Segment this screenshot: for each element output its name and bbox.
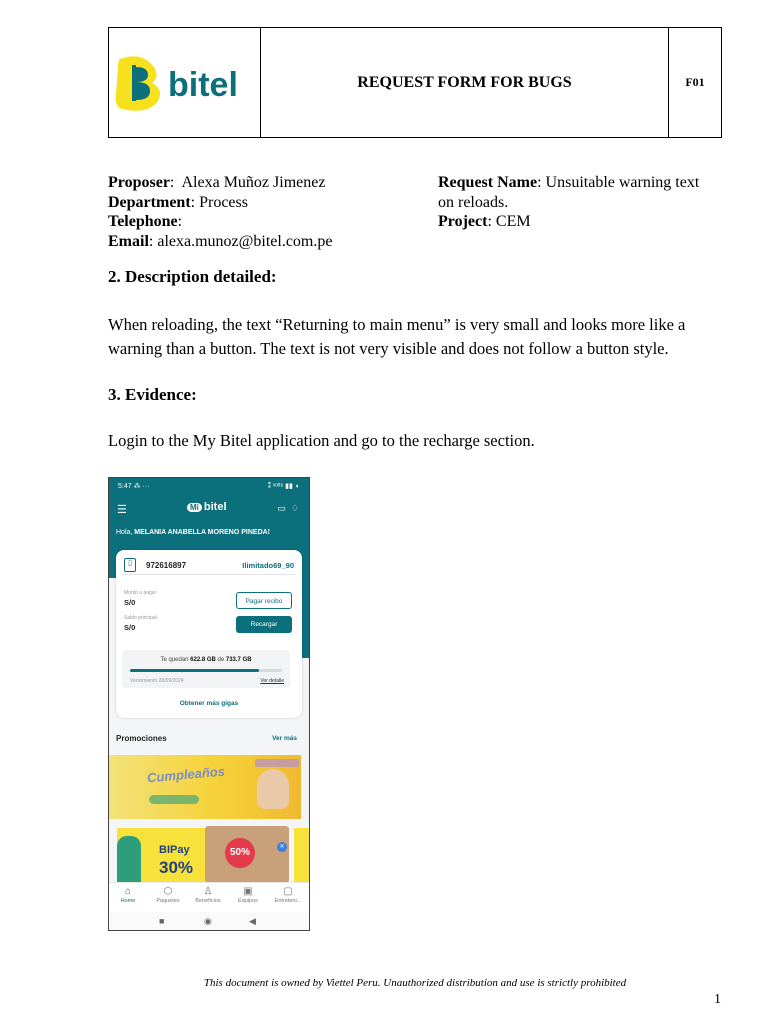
- promo-banner-birthday[interactable]: [109, 755, 301, 819]
- banner-tag-shape: [255, 759, 299, 767]
- bottom-nav: [109, 882, 309, 913]
- telephone-label: Telephone: [108, 213, 178, 230]
- chat-icon[interactable]: ▭: [277, 503, 286, 513]
- email-value: alexa.munoz@bitel.com.pe: [153, 232, 333, 250]
- pay-bill-button[interactable]: Pagar recibo: [236, 592, 292, 609]
- promo-banner-fifty[interactable]: [205, 826, 289, 883]
- nav-equipos-label: Equipos: [238, 898, 258, 904]
- recharge-button[interactable]: Recargar: [236, 616, 292, 633]
- hamburger-menu-icon[interactable]: ☰: [117, 504, 127, 516]
- remaining-total: 733.7 GB: [225, 657, 252, 663]
- data-usage-box: [122, 650, 290, 688]
- description-heading: 2. Description detailed:: [108, 267, 277, 286]
- plan-name[interactable]: Ilimitado69_90: [242, 561, 294, 570]
- svg-text:bitel: bitel: [168, 66, 238, 104]
- box-icon: ⬡: [163, 886, 173, 897]
- nav-beneficios-label: Beneficios: [195, 898, 221, 904]
- department-value: Process: [195, 193, 248, 211]
- greeting-name: MELANIA ANABELLA MORENO PINEDA!: [134, 529, 271, 536]
- tv-icon: ▢: [283, 886, 293, 897]
- evidence-text: Login to the My Bitel application and go to the recharge section.: [108, 431, 535, 450]
- home-icon: ⌂: [124, 886, 132, 897]
- close-icon[interactable]: ✕: [277, 842, 287, 852]
- evidence-heading: 3. Evidence:: [108, 385, 197, 404]
- person-icon: ♙: [203, 886, 213, 897]
- app-screenshot: [108, 477, 310, 931]
- remaining-prefix: Te quedan: [160, 657, 191, 663]
- mi-badge: Mi: [187, 503, 202, 512]
- bitel-logo: [112, 53, 258, 113]
- logo-cell: [109, 28, 261, 137]
- greeting: [116, 529, 270, 536]
- banner-person-image: [117, 836, 141, 883]
- home-button-icon[interactable]: ◉: [204, 916, 212, 926]
- description-text: When reloading, the text “Returning to main menu” is very small and looks more like a warning than a button. The text is not very visible and does not follow a button style.: [108, 315, 686, 358]
- form-title: REQUEST FORM FOR BUGS: [261, 28, 669, 137]
- app-brand-text: bitel: [203, 501, 227, 513]
- request-line-2: on reloads.: [438, 193, 509, 211]
- recents-icon[interactable]: ■: [159, 916, 165, 926]
- monto-label: Monto a pagar: [124, 590, 157, 596]
- app-brand: [187, 501, 227, 513]
- nav-entretenimiento-label: Entreteni...: [274, 898, 302, 904]
- data-progress-fill: [130, 669, 259, 672]
- department-line: Department: Process: [108, 193, 248, 211]
- form-code: F01: [685, 75, 705, 89]
- line-row[interactable]: [122, 556, 296, 575]
- data-progress-bar: [130, 669, 282, 672]
- fifty-discount: 50%: [225, 838, 255, 868]
- request-line: Request Name: Unsuitable warning text: [438, 174, 700, 191]
- promo-banner-partial[interactable]: [294, 828, 309, 883]
- project-label: Project: [438, 213, 488, 230]
- project-value: CEM: [491, 213, 531, 230]
- back-icon[interactable]: ◀: [249, 916, 256, 926]
- saldo-value: S/0: [124, 623, 136, 632]
- bell-icon[interactable]: ♢: [290, 503, 299, 513]
- page-number: 1: [714, 992, 721, 1007]
- header-icons: [277, 503, 299, 514]
- expiry-date: Vencimiento 28/09/2024: [130, 678, 184, 684]
- more-gigas-link[interactable]: Obtener más gigas: [179, 700, 239, 707]
- proposer-line: Proposer: Alexa Muñoz Jimenez: [108, 174, 326, 191]
- phone-icon: ▯: [124, 558, 136, 572]
- device-icon: ▣: [243, 886, 253, 897]
- department-label: Department: [108, 193, 191, 211]
- saldo-label: Saldo principal: [124, 615, 157, 621]
- phone-number: 972616897: [146, 561, 187, 570]
- telephone-line: Telephone:: [108, 213, 183, 230]
- proposer-block: [108, 173, 332, 251]
- nav-home[interactable]: [109, 886, 147, 904]
- status-icons: ⁑ ᵛᵒˡᵗᵉ ▮▮ ◖: [267, 483, 299, 490]
- system-nav-bar: [109, 912, 309, 931]
- proposer-label: Proposer: [108, 174, 170, 191]
- bipay-brand: BIPay: [159, 844, 190, 856]
- email-label: Email: [108, 232, 149, 250]
- request-block: [438, 173, 699, 232]
- footer-notice: This document is owned by Viettel Peru. Unauthorized distribution and use is strictly prohibited: [203, 977, 627, 989]
- remaining-mid: de: [215, 657, 226, 663]
- banner-birthday-text: Cumpleaños: [146, 763, 226, 786]
- nav-home-label: Home: [120, 898, 136, 904]
- nav-equipos[interactable]: [229, 886, 267, 904]
- status-time: 5:47 ⁂ ···: [118, 483, 150, 490]
- header-table: [108, 27, 722, 138]
- greeting-prefix: Hola,: [116, 529, 135, 536]
- project-line: Project: CEM: [438, 213, 531, 230]
- data-remaining: [122, 657, 290, 663]
- request-value: Unsuitable warning text: [541, 174, 700, 191]
- nav-beneficios[interactable]: [189, 886, 227, 904]
- promotions-title: Promociones: [116, 734, 167, 743]
- banner-person-image: [257, 769, 289, 809]
- nav-entretenimiento[interactable]: [269, 886, 307, 904]
- bipay-discount: 30%: [159, 858, 194, 877]
- details-link[interactable]: Ver detalle: [260, 678, 284, 684]
- request-label: Request Name: [438, 174, 538, 191]
- remaining-value: 622.8 GB: [190, 657, 216, 663]
- account-card: [116, 550, 302, 718]
- email-line: Email: alexa.munoz@bitel.com.pe: [108, 232, 333, 250]
- nav-paquetes-label: Paquetes: [156, 898, 180, 904]
- monto-value: S/0: [124, 598, 136, 607]
- nav-paquetes[interactable]: [149, 886, 187, 904]
- promo-banner-bipay[interactable]: [117, 828, 205, 883]
- see-more-link[interactable]: Ver más: [272, 735, 297, 742]
- proposer-value: Alexa Muñoz Jimenez: [174, 174, 326, 191]
- banner-cta-shape: [149, 795, 199, 804]
